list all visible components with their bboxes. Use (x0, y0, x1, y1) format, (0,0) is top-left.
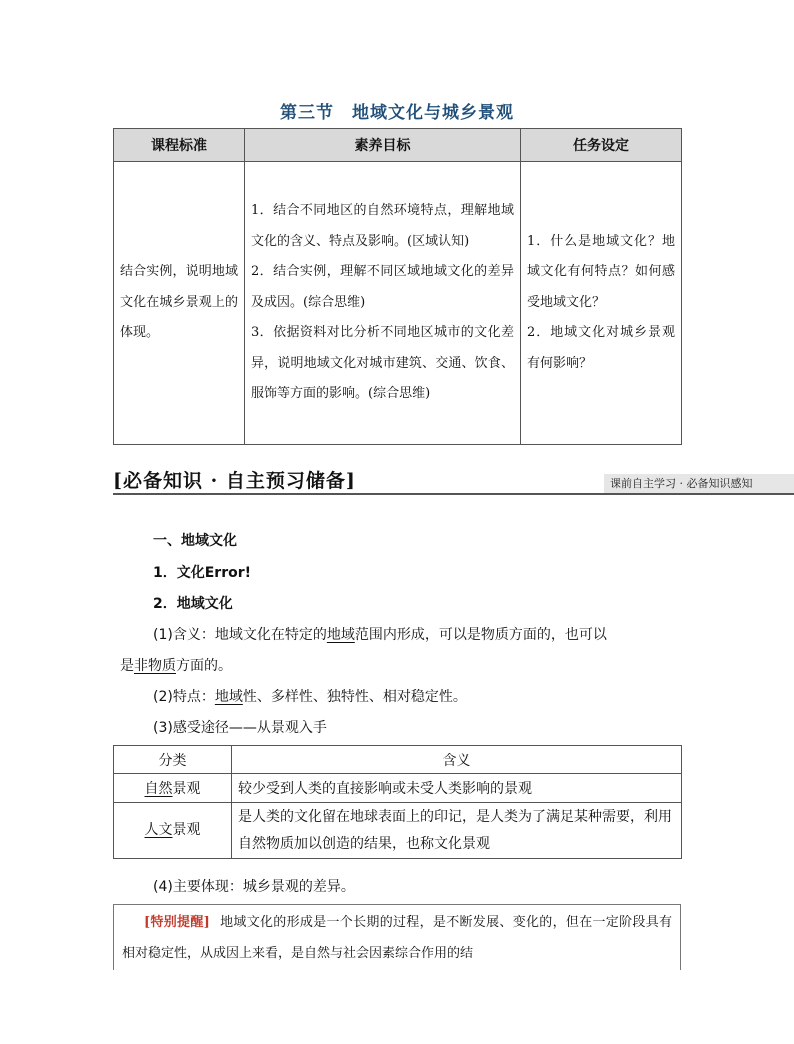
banner-divider (113, 493, 794, 495)
category-natural (114, 774, 232, 803)
section-title: 第三节 地域文化与城乡景观 (280, 103, 514, 123)
item-culture: 1．文化Error! (153, 565, 252, 581)
task-item: 2．地域文化对城乡景观有何影响？ (527, 325, 675, 371)
reminder-label: [特别提醒] (144, 915, 210, 930)
landscape-header-row (114, 746, 682, 774)
meaning-text: 范围内形成，可以是物质方面的，也可以 (354, 627, 607, 643)
meaning-text: 方面的。 (176, 658, 232, 674)
meaning-line (153, 624, 607, 644)
item-regional-culture: 2．地域文化 (153, 596, 233, 612)
approach-line: (3)感受途径——从景观入手 (153, 720, 327, 736)
tasks-cell (521, 162, 682, 445)
header-tasks: 任务设定 (521, 129, 682, 162)
desc-cultural: 是人类的文化留在地球表面上的印记，是人类为了满足某种需要，利用自然物质加以创造的结果，也称文化景观 (232, 803, 682, 859)
meaning-text: 地域文化在特定的 (214, 627, 327, 643)
main-line (153, 876, 355, 896)
header-goals: 素养目标 (245, 129, 521, 162)
landscape-row-natural (114, 774, 682, 803)
category-text: 景观 (172, 781, 201, 797)
header-category: 分类 (114, 746, 232, 774)
standards-header-row (114, 129, 682, 162)
section-tag: 课前自主学习 · 必备知识感知 (604, 474, 794, 493)
curriculum-text: 结合实例，说明地域文化在城乡景观上的体现。 (120, 264, 238, 341)
heading-regional-culture: 一、地域文化 (153, 533, 237, 549)
curriculum-cell (114, 162, 245, 445)
meaning-text: 是 (120, 658, 134, 674)
standards-table (113, 128, 682, 445)
category-text: 景观 (172, 822, 201, 838)
header-meaning: 含义 (232, 746, 682, 774)
feature-line (153, 686, 467, 706)
feature-underline: 地域 (214, 689, 243, 705)
reminder-text: 地域文化的形成是一个长期的过程，是不断发展、变化的，但在一定阶段具有相对稳定性，从成因上来看，是自然与社会因素综合作用的结 (122, 915, 672, 961)
desc-natural: 较少受到人类的直接影响或未受人类影响的景观 (232, 774, 682, 803)
feature-text: 性、多样性、独特性、相对稳定性。 (242, 689, 467, 705)
category-underline: 人文 (144, 822, 173, 838)
meaning-label: (1)含义： (153, 627, 215, 643)
meaning-line-2 (120, 655, 232, 675)
goal-item: 2．结合实例，理解不同区域地域文化的差异及成因。(综合思维) (251, 264, 514, 310)
standards-body-row (114, 162, 682, 445)
category-cultural (114, 803, 232, 859)
meaning-underline-2: 非物质 (134, 658, 176, 674)
main-text: 城乡景观的差异。 (242, 879, 355, 895)
meaning-underline-1: 地域 (326, 627, 355, 643)
header-curriculum: 课程标准 (114, 129, 245, 162)
landscape-row-cultural (114, 803, 682, 859)
section-banner: [必备知识 · 自主预习储备] (113, 470, 356, 492)
goals-cell (245, 162, 521, 445)
goal-item: 3．依据资料对比分析不同地区城市的文化差异，说明地域文化对城市建筑、交通、饮食、服饰等方面的影响。(综合思维) (251, 325, 514, 402)
feature-label: (2)特点： (153, 689, 215, 705)
category-underline: 自然 (144, 781, 173, 797)
goal-item: 1．结合不同地区的自然环境特点，理解地域文化的含义、特点及影响。(区域认知) (251, 203, 514, 249)
special-reminder-box (113, 904, 681, 970)
task-item: 1．什么是地域文化？地域文化有何特点？如何感受地域文化？ (527, 233, 675, 310)
main-label: (4)主要体现： (153, 879, 243, 895)
landscape-table (113, 745, 682, 859)
